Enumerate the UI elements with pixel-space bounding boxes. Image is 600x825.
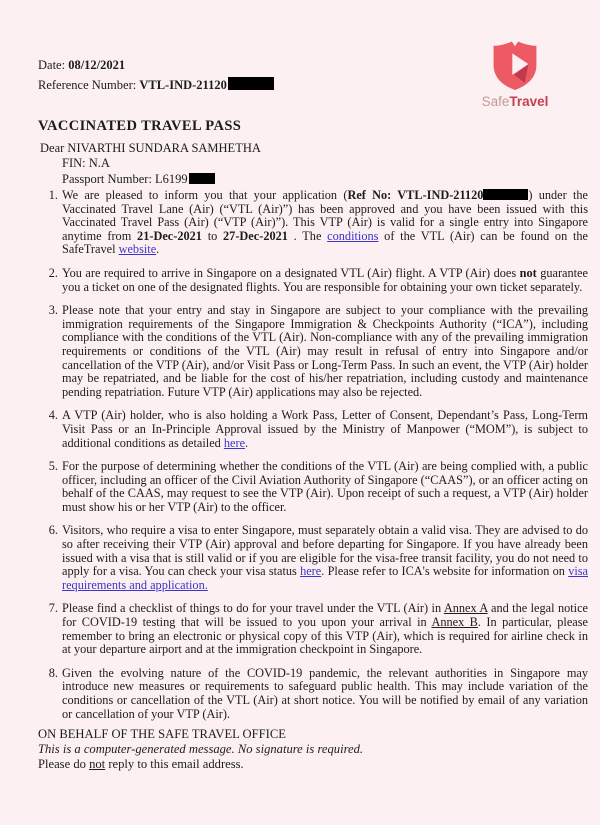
- footer-generated-note: This is a computer-generated message. No signature is required.: [38, 741, 364, 756]
- date-value: 08/12/2021: [68, 58, 126, 72]
- text-segment: 27-Dec-2021: [223, 228, 288, 243]
- text-segment: You are required to arrive in Singapore on a designated VTL (Air) flight. A VTP (Air) does: [62, 265, 520, 280]
- footer-block: [38, 727, 363, 771]
- recipient-block: [40, 141, 261, 187]
- text-segment: .: [156, 242, 160, 257]
- redaction-box: [483, 189, 528, 200]
- text-segment: . Please refer to ICA's website for information on: [321, 564, 569, 579]
- list-item: [61, 409, 588, 450]
- text-segment: Annex A: [443, 601, 488, 616]
- logo-wordmark: [470, 94, 560, 109]
- text-segment: of the VTL (Air) can be found on the SafeTravel: [62, 228, 589, 257]
- list-item: [61, 524, 588, 592]
- text-segment: .: [245, 435, 249, 450]
- text-segment: to: [201, 228, 224, 243]
- text-segment: reply to this email address.: [105, 756, 244, 771]
- shield-play-icon: [490, 38, 540, 92]
- text-segment: For the purpose of determining whether the conditions of the VTL (Air) are being complied with, a public officer, including an officer of the Civil Aviation Authority of Singapore (“CAAS”), or an officer acting on behalf of the CAAS, may request to see the VTP (Air). Upon receipt of such a request, a VTP (Air) holder must show his or her VTP (Air) to the officer.: [62, 459, 588, 514]
- safetravel-logo: [470, 38, 560, 109]
- text-segment: . The: [287, 228, 328, 243]
- footer-noreply-note: [38, 757, 363, 772]
- logo-text-safe: Safe: [481, 94, 510, 109]
- inline-link[interactable]: website: [118, 242, 157, 257]
- text-segment: Please find a checklist of things to do for your travel under the VTL (Air) in: [62, 601, 444, 616]
- text-segment: Please do: [38, 756, 90, 771]
- list-item: [61, 267, 588, 294]
- text-segment: guarantee you a ticket on one of the designated flights. You are responsible for obtaining your own ticket separately.: [62, 265, 588, 294]
- redaction-box: [189, 173, 215, 184]
- text-segment: A VTP (Air) holder, who is also holding a Work Pass, Letter of Consent, Dependant’s Pass, Long-Term Visit Pass or an In-Principle Approval issued by the Ministry of Manpower (“MOM”), is subject to additional conditions as detailed: [62, 408, 588, 450]
- text-segment: not: [89, 756, 106, 771]
- text-segment: ) under the Vaccinated Travel Lane (Air) (“VTL (Air)”) has been approved and you have been issued with this Vaccinated Travel Pass (Air) (“VTP (Air)”). This VTP (Air) is valid for a single entry into Singapore anytime from: [62, 188, 588, 243]
- text-segment: Annex B: [431, 615, 478, 630]
- redaction-box: [228, 77, 274, 90]
- text-segment: 21-Dec-2021: [137, 228, 202, 243]
- list-item: [61, 304, 588, 399]
- inline-link[interactable]: visa requirements and application.: [62, 564, 588, 592]
- fin-line: FIN: N.A: [62, 156, 110, 171]
- text-segment: Visitors, who require a visa to enter Singapore, must separately obtain a valid visa. They are advised to do so after receiving their VTP (Air) approval and before departing for Singapore. If you have already been issued with a visa that is still valid or if you are eligible for the visa-free transit facility, you do not need to apply for a visa. You can check your visa status: [62, 523, 588, 579]
- inline-link[interactable]: conditions: [327, 228, 379, 243]
- date-line: [38, 56, 274, 76]
- reference-label: Reference Number:: [38, 77, 140, 92]
- text-segment: We are pleased to inform you that your application (: [62, 188, 348, 202]
- list-item: [61, 189, 588, 257]
- text-segment: Please note that your entry and stay in Singapore are subject to your compliance with the prevailing immigration requirements of the Singapore Immigration & Checkpoints Authority (“ICA”), including compliance with the conditions of the VTL (Air). Non-compliance with any of the prevailing immigration requirements or conditions of the VTL (Air) may result in refusal of entry into Singapore and/or cancellation of the VTP (Air), and/or Visit Pass or Long-Term Pass. In such an event, the VTP (Air) holder may be repatriated, and be liable for the cost of his/her repatriation, including custody and maintenance pending repatriation. Future VTP (Air) applications may also be rejected.: [62, 303, 588, 399]
- inline-link[interactable]: here: [300, 564, 322, 579]
- list-item: [61, 602, 588, 656]
- list-item: [61, 460, 588, 514]
- header-block: [38, 56, 274, 95]
- list-item: [61, 667, 588, 721]
- salutation: Dear NIVARTHI SUNDARA SAMHETHA: [40, 141, 261, 155]
- text-segment: not: [519, 265, 537, 280]
- terms-list: [38, 189, 588, 731]
- reference-value: VTL-IND-21120: [139, 77, 227, 92]
- logo-text-travel: Travel: [509, 94, 549, 109]
- text-segment: Ref No: VTL-IND-21120: [347, 188, 484, 202]
- inline-link[interactable]: here: [223, 435, 246, 450]
- text-segment: and the legal notice for COVID-19 testing that will be issued to you upon your arrival in: [62, 601, 588, 630]
- text-segment: . In particular, please remember to bring an electronic or physical copy of this VTP (Air), which is required for airline check in at your departure airport and at the immigration checkpoint in Singapore.: [62, 615, 588, 657]
- passport-text: Passport Number: L6199: [62, 171, 188, 186]
- page-title: VACCINATED TRAVEL PASS: [38, 118, 242, 134]
- passport-line: [62, 172, 261, 187]
- reference-line: [38, 76, 274, 96]
- footer-office: ON BEHALF OF THE SAFE TRAVEL OFFICE: [38, 727, 286, 741]
- text-segment: Given the evolving nature of the COVID-19 pandemic, the relevant authorities in Singapore may introduce new measures or requirements to safeguard public health. This may include variation of the conditions or cancellation of the VTL (Air) at short notice. You will be notified by email of any variation or cancellation of your VTP (Air).: [62, 665, 588, 721]
- date-label: Date:: [38, 58, 69, 72]
